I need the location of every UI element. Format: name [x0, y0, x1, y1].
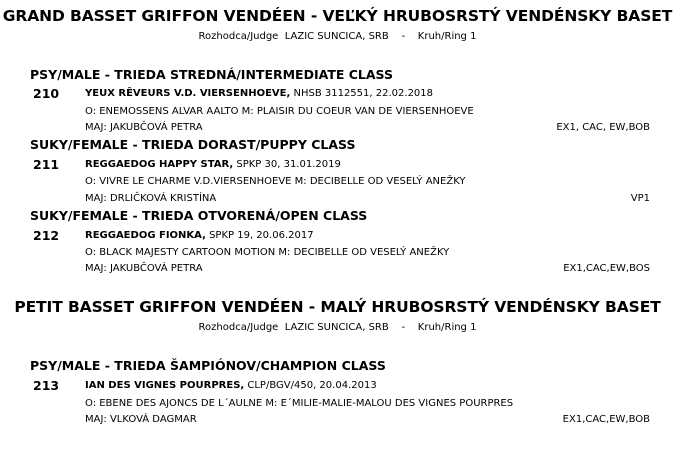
catalog-number: 212 [33, 228, 60, 243]
class-heading: PSY/MALE - TRIEDA ŠAMPIÓNOV/CHAMPION CLASS [30, 358, 386, 373]
breed-title: GRAND BASSET GRIFFON VENDÉEN - VEĽKÝ HRUBOSRSTÝ VENDÉNSKY BASET [2, 7, 673, 25]
ring-label: Kruh/Ring 1 [417, 322, 477, 333]
owner-line: MAJ: VLKOVÁ DAGMAR [85, 414, 197, 425]
parents-line: O: BLACK MAJESTY CARTOON MOTION M: DECIBELLE OD VESELÝ ANEŽKY [85, 247, 450, 258]
dog-line [85, 88, 433, 99]
owner-line: MAJ: JAKUBČOVÁ PETRA [85, 122, 203, 133]
judge-line [0, 31, 675, 42]
result-text: EX1, CAC, EW,BOB [556, 122, 650, 133]
ring-label: Kruh/Ring 1 [417, 31, 477, 42]
dog-line [85, 380, 377, 391]
catalog-number: 213 [33, 378, 60, 393]
judge-name: LAZIC SUNCICA, SRB [284, 322, 389, 333]
result-text: EX1,CAC,EW,BOS [563, 263, 650, 274]
dog-line [85, 230, 314, 241]
parents-line: O: VIVRE LE CHARME V.D.VIERSENHOEVE M: DECIBELLE OD VESELÝ ANEŽKY [85, 176, 466, 187]
dog-details: NHSB 3112551, 22.02.2018 [290, 88, 434, 99]
class-heading: SUKY/FEMALE - TRIEDA OTVORENÁ/OPEN CLASS [30, 208, 368, 223]
class-heading: PSY/MALE - TRIEDA STREDNÁ/INTERMEDIATE CLASS [30, 67, 393, 82]
judge-line [0, 322, 675, 333]
parents-line: O: ENEMOSSENS ALVAR AALTO M: PLAISIR DU COEUR VAN DE VIERSENHOEVE [85, 106, 474, 117]
dog-name: REGGAEDOG FIONKA, [85, 230, 206, 241]
dog-details: CLP/BGV/450, 20.04.2013 [244, 380, 377, 391]
catalog-number: 210 [33, 86, 60, 101]
result-text: EX1,CAC,EW,BOB [562, 414, 650, 425]
judge-label: Rozhodca/Judge [198, 322, 279, 333]
dog-name: REGGAEDOG HAPPY STAR, [85, 159, 234, 170]
result-text: VP1 [630, 193, 650, 204]
owner-line: MAJ: DRLIČKOVÁ KRISTÍNA [85, 193, 217, 204]
ring-separator: - [401, 322, 406, 333]
dog-name: IAN DES VIGNES POURPRES, [85, 380, 245, 391]
ring-separator: - [401, 31, 406, 42]
dog-details: SPKP 19, 20.06.2017 [205, 230, 314, 241]
dog-line [85, 159, 341, 170]
breed-title: PETIT BASSET GRIFFON VENDÉEN - MALÝ HRUBOSRSTÝ VENDÉNSKY BASET [14, 298, 661, 316]
dog-details: SPKP 30, 31.01.2019 [233, 159, 341, 170]
judge-label: Rozhodca/Judge [198, 31, 279, 42]
owner-line: MAJ: JAKUBČOVÁ PETRA [85, 263, 203, 274]
class-heading: SUKY/FEMALE - TRIEDA DORAST/PUPPY CLASS [30, 137, 356, 152]
parents-line: O: EBENE DES AJONCS DE L´AULNE M: E´MILIE-MALIE-MALOU DES VIGNES POURPRES [85, 398, 514, 409]
catalog-number: 211 [33, 157, 60, 172]
dog-name: YEUX RÊVEURS V.D. VIERSENHOEVE, [85, 88, 291, 99]
judge-name: LAZIC SUNCICA, SRB [284, 31, 389, 42]
